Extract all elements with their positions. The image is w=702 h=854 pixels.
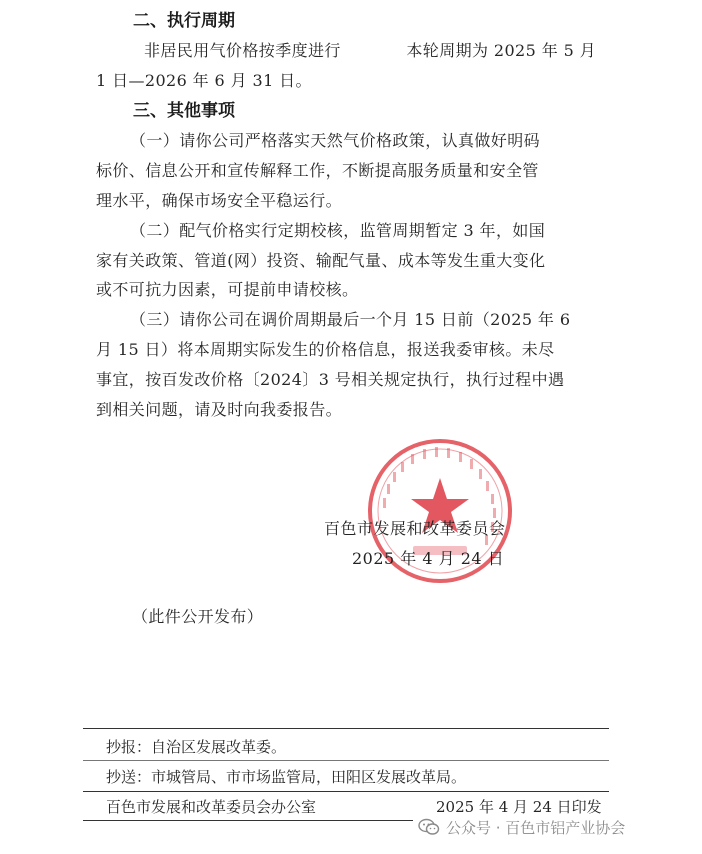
cycle-line-2: 1 日—2026 年 6 月 31 日。 xyxy=(96,71,312,90)
publish-note: （此件公开发布） xyxy=(132,607,264,626)
item1-line-1: （一）请你公司严格落实天然气价格政策，认真做好明码 xyxy=(130,131,541,150)
copy-report: 抄报：自治区发展改革委。 xyxy=(106,738,287,756)
footer-divider-bottom xyxy=(83,820,413,821)
signature-org: 百色市发展和改革委员会 xyxy=(324,519,506,538)
signature-date: 2025 年 4 月 24 日 xyxy=(352,549,505,568)
item3-line-2: 月 15 日）将本周期实际发生的价格信息，报送我委审核。未尽 xyxy=(96,340,555,359)
issuer-office: 百色市发展和改革委员会办公室 xyxy=(106,798,317,816)
item3-line-1: （三）请你公司在调价周期最后一个月 15 日前（2025 年 6 xyxy=(130,310,571,329)
wechat-icon xyxy=(418,818,440,836)
footer-divider-lower xyxy=(83,791,609,792)
item1-line-3: 理水平，确保市场安全平稳运行。 xyxy=(96,191,343,210)
item3-line-4: 到相关问题，请及时向我委报告。 xyxy=(96,400,343,419)
print-date: 2025 年 4 月 24 日印发 xyxy=(436,798,602,816)
item2-line-2: 家有关政策、管道(网）投资、输配气量、成本等发生重大变化 xyxy=(96,251,546,270)
item3-line-3: 事宜，按百发改价格〔2024〕3 号相关规定执行，执行过程中遇 xyxy=(96,370,565,389)
item1-line-2: 标价、信息公开和宣传解释工作，不断提高服务质量和安全管 xyxy=(96,161,539,180)
item2-line-3: 或不可抗力因素，可提前申请校核。 xyxy=(96,280,359,299)
watermark-text: 公众号 · 百色市铝产业协会 xyxy=(446,818,626,837)
watermark xyxy=(418,814,625,840)
section-heading-cycle: 二、执行周期 xyxy=(133,11,235,31)
copy-send: 抄送：市城管局、市市场监管局，田阳区发展改革局。 xyxy=(106,768,467,786)
cycle-line-1: 非居民用气价格按季度进行 本轮周期为 2025 年 5 月 xyxy=(144,41,597,60)
footer-divider-middle xyxy=(83,760,609,761)
section-heading-other: 三、其他事项 xyxy=(133,101,235,121)
item2-line-1: （二）配气价格实行定期校核，监管周期暂定 3 年，如国 xyxy=(130,221,546,240)
footer-divider-top xyxy=(83,728,609,729)
